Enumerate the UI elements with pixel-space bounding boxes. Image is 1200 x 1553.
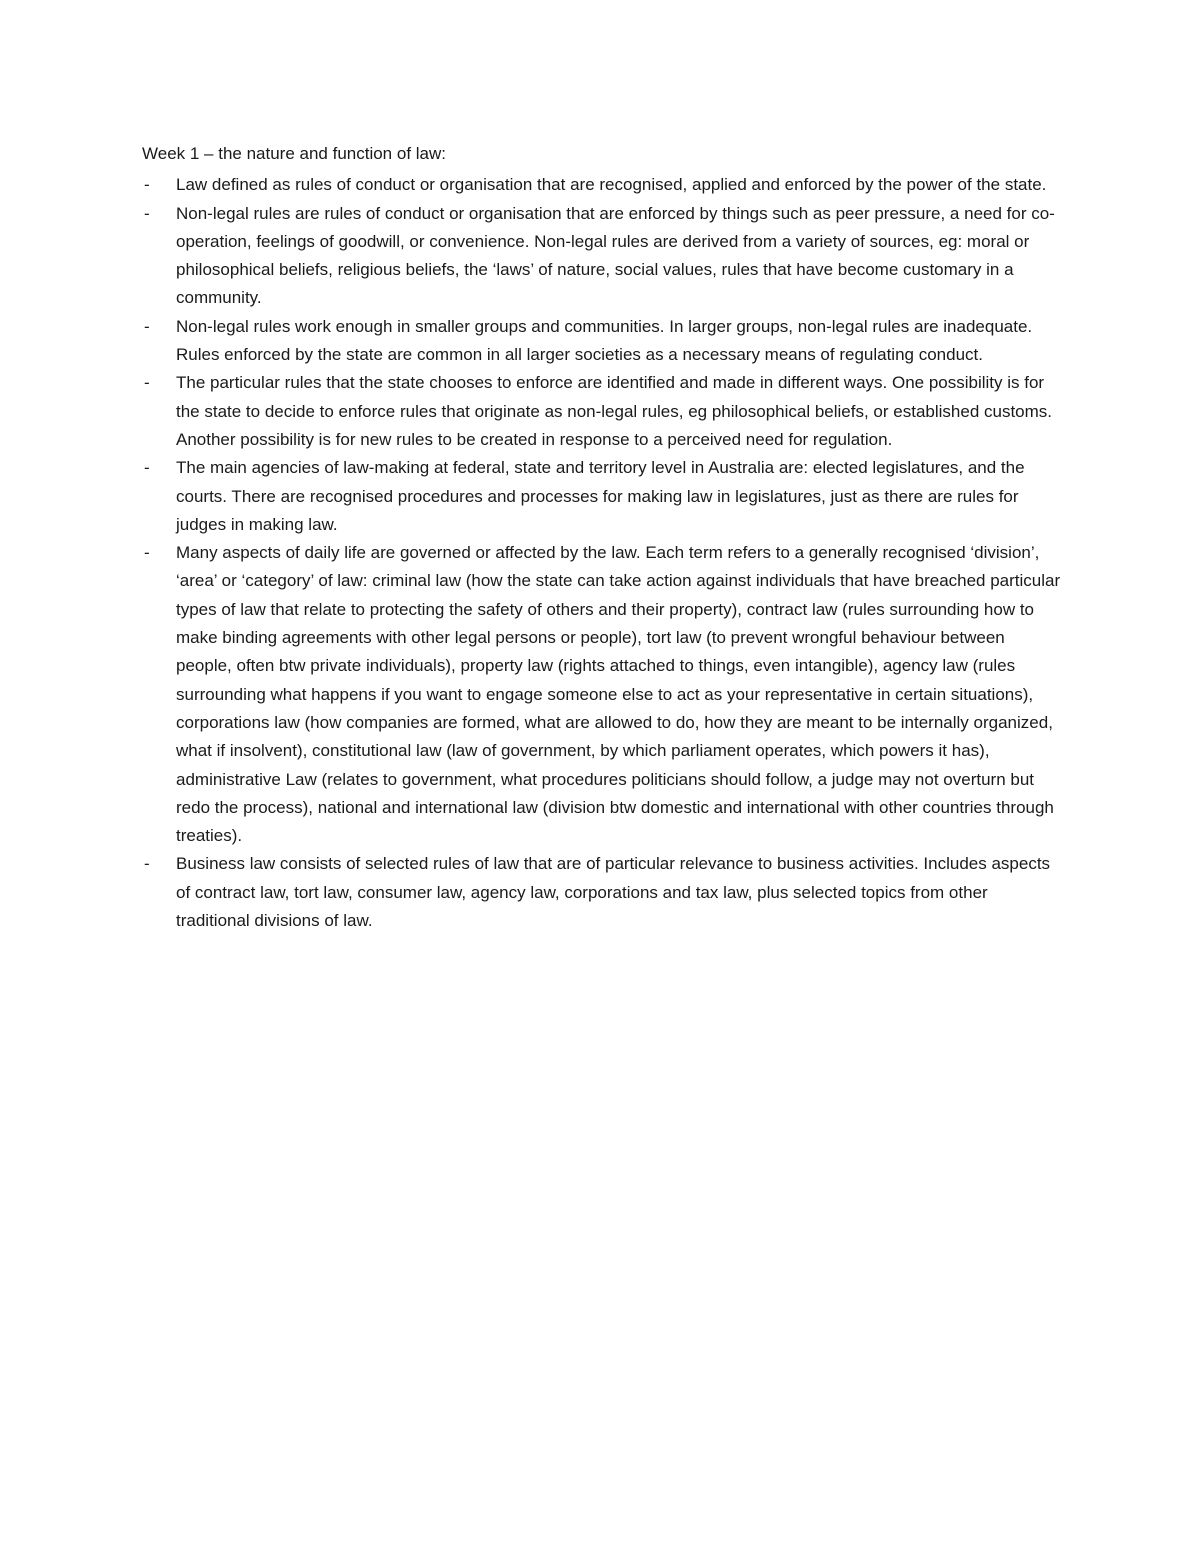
list-item [142,171,1062,199]
bullet-dash: - [144,175,150,195]
list-item-text: Non-legal rules are rules of conduct or organisation that are enforced by things such as peer pressure, a need for co-operation, feelings of goodwill, or convenience. Non-legal rules are derived from a variety of sources, eg: moral or philosophical beliefs, religious beliefs, the ‘laws’ of nature, social values, rules that have become customary in a community. [176,203,1055,308]
document-title: Week 1 – the nature and function of law: [142,144,446,163]
document-body [142,140,1062,935]
bullet-dash: - [144,543,150,563]
bullet-dash: - [144,373,150,393]
bullet-dash: - [144,854,150,874]
bullet-dash: - [144,203,150,223]
list-item [142,539,1062,850]
list-item-text: The particular rules that the state chooses to enforce are identified and made in different ways. One possibility is for the state to decide to enforce rules that originate as non-legal rules, eg philosophical beliefs, or established customs. Another possibility is for new rules to be created in response to a perceived need for regulation. [176,373,1053,449]
list-item [142,369,1062,454]
list-item [142,850,1062,935]
list-item [142,313,1062,370]
list-item-text: Many aspects of daily life are governed or affected by the law. Each term refers to a generally recognised ‘division’, ‘area’ or ‘category’ of law: criminal law (how the state can take action against individuals that have breached particular types of law that relate to protecting the safety of others and their property), contract law (rules surrounding how to make binding agreements with other legal persons or people), tort law (to prevent wrongful behaviour between people, often btw private individuals), property law (rights attached to things, even intangible), agency law (rules surrounding what happens if you want to engage someone else to act as your representative in certain situations), corporations law (how companies are formed, what are allowed to do, how they are meant to be internally organized, what if insolvent), constitutional law (law of government, by which parliament operates, which powers it has), administrative Law (relates to government, what procedures politicians should follow, a judge may not overturn but redo the process), national and international law (division btw domestic and international with other countries through treaties). [176,543,1061,846]
list-item-text: Law defined as rules of conduct or organisation that are recognised, applied and enforced by the power of the state. [176,175,1047,195]
list-item-text: Non-legal rules work enough in smaller groups and communities. In larger groups, non-legal rules are inadequate. Rules enforced by the state are common in all larger societies as a necessary means of regulating conduct. [176,316,1033,365]
list-item-text: The main agencies of law-making at federal, state and territory level in Australia are: elected legislatures, and the courts. There are recognised procedures and processes for making law in legislatures, just as there are rules for judges in making law. [176,458,1025,534]
list-item-text: Business law consists of selected rules of law that are of particular relevance to business activities. Includes aspects of contract law, tort law, consumer law, agency law, corporations and tax law, plus selected topics from other traditional divisions of law. [176,854,1051,931]
bullet-list [142,171,1062,935]
bullet-dash: - [144,458,150,478]
list-item [142,454,1062,539]
bullet-dash: - [144,316,150,336]
list-item [142,200,1062,313]
